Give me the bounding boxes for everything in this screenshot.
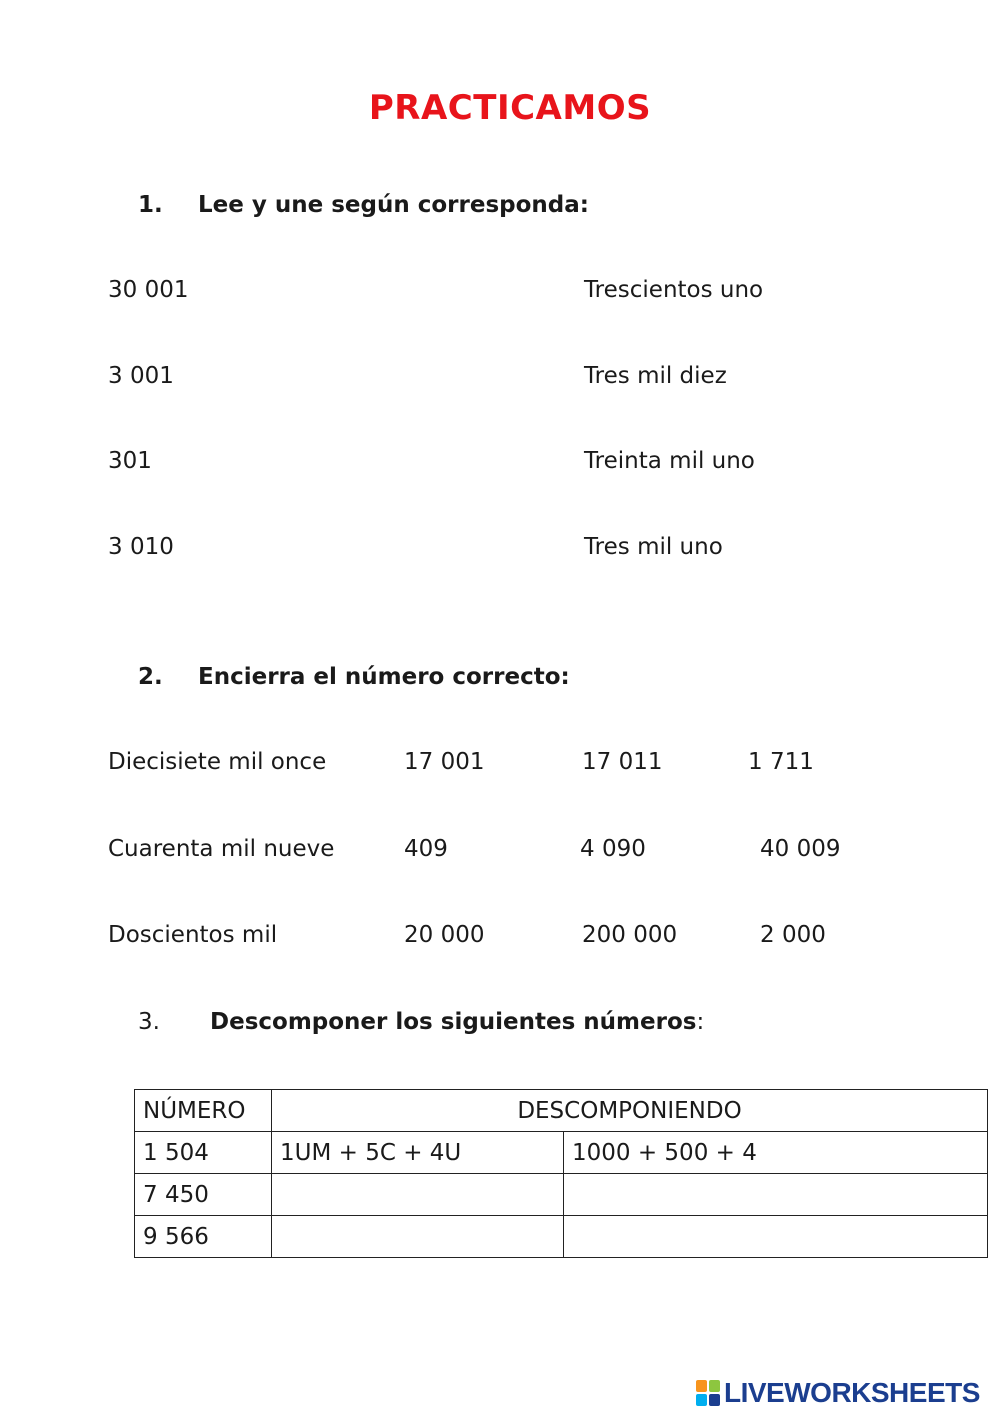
header-descomponiendo: DESCOMPONIENDO xyxy=(272,1090,988,1132)
circle-option-3a[interactable]: 20 000 xyxy=(404,922,485,948)
cell-expanded[interactable] xyxy=(564,1174,988,1216)
match-word-4[interactable]: Tres mil uno xyxy=(584,534,723,560)
circle-row-label-2: Cuarenta mil nueve xyxy=(108,836,335,862)
cell-expanded[interactable] xyxy=(564,1216,988,1258)
circle-option-1c[interactable]: 1 711 xyxy=(748,749,814,775)
section3-number: 3. xyxy=(138,1009,160,1035)
circle-option-2a[interactable]: 409 xyxy=(404,836,448,862)
liveworksheets-logo-text: LIVEWORKSHEETS xyxy=(724,1377,980,1408)
section1-number: 1. xyxy=(138,192,163,218)
section1-heading: Lee y une según corresponda: xyxy=(198,192,589,218)
circle-option-3b[interactable]: 200 000 xyxy=(582,922,678,948)
cell-number: 7 450 xyxy=(135,1174,272,1216)
cell-number: 9 566 xyxy=(135,1216,272,1258)
match-number-3[interactable]: 301 xyxy=(108,448,152,474)
circle-option-1a[interactable]: 17 001 xyxy=(404,749,485,775)
circle-option-3c[interactable]: 2 000 xyxy=(760,922,826,948)
cell-place-value[interactable] xyxy=(272,1174,564,1216)
match-number-2[interactable]: 3 001 xyxy=(108,363,174,389)
cell-place-value[interactable]: 1UM + 5C + 4U xyxy=(272,1132,564,1174)
section3-colon: : xyxy=(696,1009,705,1035)
match-word-2[interactable]: Tres mil diez xyxy=(584,363,727,389)
circle-option-2b[interactable]: 4 090 xyxy=(580,836,646,862)
page-title: PRACTICAMOS xyxy=(368,88,652,128)
circle-option-1b[interactable]: 17 011 xyxy=(582,749,663,775)
decomposition-table xyxy=(134,1089,988,1258)
circle-option-2c[interactable]: 40 009 xyxy=(760,836,841,862)
table-row xyxy=(135,1216,988,1258)
section3-heading-wrap xyxy=(210,1009,704,1035)
section3-heading: Descomponer los siguientes números xyxy=(210,1009,697,1035)
circle-row-label-1: Diecisiete mil once xyxy=(108,749,327,775)
section2-number: 2. xyxy=(138,664,163,690)
liveworksheets-logo xyxy=(696,1377,980,1409)
table-row xyxy=(135,1132,988,1174)
match-number-1[interactable]: 30 001 xyxy=(108,277,189,303)
match-number-4[interactable]: 3 010 xyxy=(108,534,174,560)
liveworksheets-logo-icon xyxy=(696,1380,720,1406)
header-numero: NÚMERO xyxy=(135,1090,272,1132)
match-word-3[interactable]: Treinta mil uno xyxy=(584,448,755,474)
match-word-1[interactable]: Trescientos uno xyxy=(584,277,764,303)
section2-heading: Encierra el número correcto: xyxy=(198,664,570,690)
table-header-row xyxy=(135,1090,988,1132)
cell-place-value[interactable] xyxy=(272,1216,564,1258)
cell-number: 1 504 xyxy=(135,1132,272,1174)
cell-expanded[interactable]: 1000 + 500 + 4 xyxy=(564,1132,988,1174)
circle-row-label-3: Doscientos mil xyxy=(108,922,278,948)
table-row xyxy=(135,1174,988,1216)
